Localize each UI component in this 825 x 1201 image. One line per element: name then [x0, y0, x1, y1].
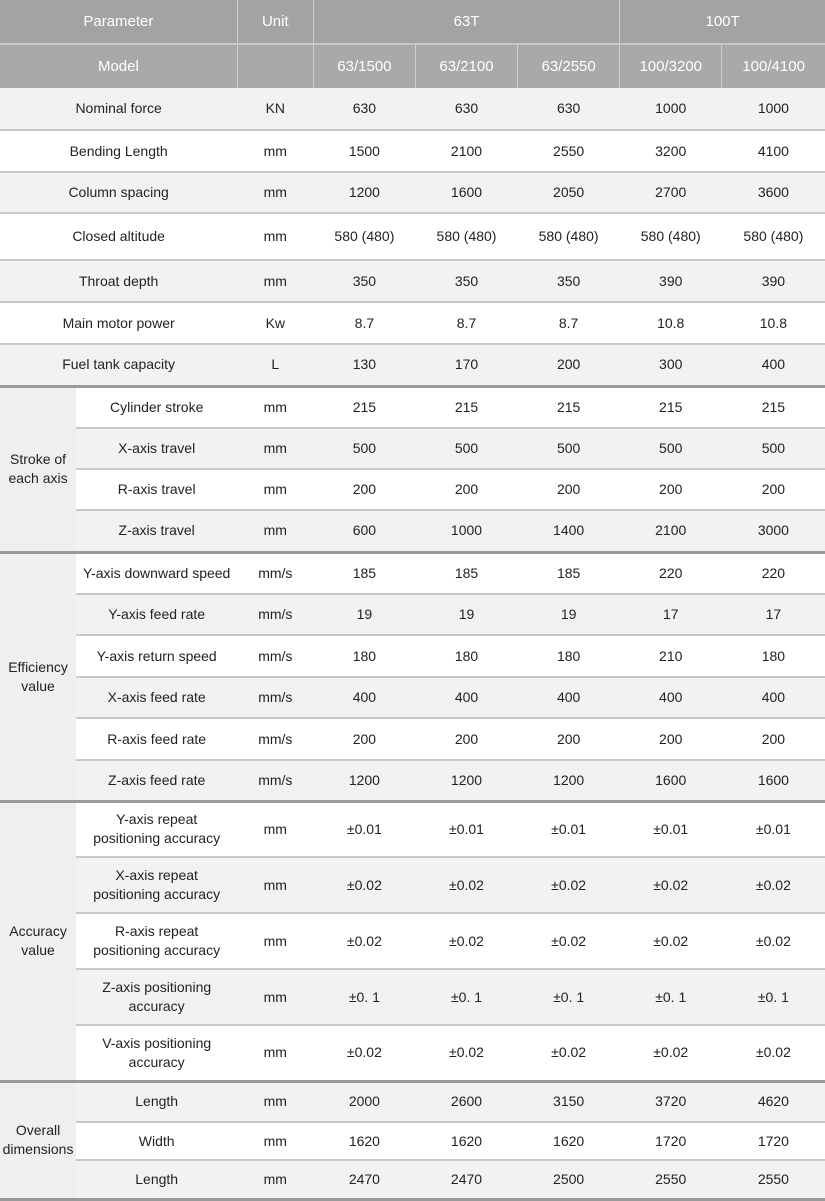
- value-cell: ±0.02: [722, 913, 825, 969]
- value-cell: 180: [722, 635, 825, 677]
- unit-cell: mm/s: [237, 552, 313, 594]
- unit-cell: mm/s: [237, 635, 313, 677]
- value-cell: 2500: [518, 1160, 620, 1199]
- row-label: Closed altitude: [0, 213, 237, 260]
- value-cell: 630: [518, 88, 620, 130]
- value-cell: ±0.02: [518, 1025, 620, 1081]
- value-cell: 220: [620, 552, 722, 594]
- table-row: [0, 1122, 825, 1160]
- value-cell: 185: [518, 552, 620, 594]
- value-cell: 500: [518, 428, 620, 469]
- value-cell: 400: [722, 677, 825, 718]
- value-cell: ±0.01: [722, 801, 825, 857]
- unit-cell: mm: [237, 428, 313, 469]
- value-cell: 185: [313, 552, 415, 594]
- value-cell: 1600: [620, 760, 722, 801]
- value-cell: ±0.02: [722, 1025, 825, 1081]
- table-row: [0, 386, 825, 428]
- value-cell: 19: [313, 594, 415, 635]
- value-cell: ±0.02: [620, 913, 722, 969]
- value-cell: 215: [518, 386, 620, 428]
- row-label: [76, 969, 237, 1025]
- row-label: Z-axis travel: [76, 510, 237, 552]
- table-row: [0, 88, 825, 130]
- table-row: [0, 635, 825, 677]
- value-cell: 215: [620, 386, 722, 428]
- group-label-line: Efficiency: [8, 658, 68, 675]
- unit-cell: L: [237, 344, 313, 386]
- value-cell: 4100: [722, 130, 825, 172]
- value-cell: 1000: [415, 510, 517, 552]
- value-cell: ±0.02: [313, 913, 415, 969]
- unit-cell: mm/s: [237, 718, 313, 760]
- value-cell: 200: [313, 718, 415, 760]
- value-cell: 1600: [722, 760, 825, 801]
- value-cell: 2700: [620, 172, 722, 213]
- value-cell: ±0. 1: [620, 969, 722, 1025]
- unit-cell: mm: [237, 469, 313, 510]
- value-cell: 2550: [722, 1160, 825, 1199]
- header-unit: Unit: [237, 0, 313, 44]
- group-label: [0, 1081, 76, 1199]
- value-cell: 3720: [620, 1081, 722, 1122]
- value-cell: 500: [313, 428, 415, 469]
- value-cell: 630: [415, 88, 517, 130]
- group-label-line: each axis: [8, 470, 68, 486]
- value-cell: ±0.02: [620, 857, 722, 913]
- value-cell: 2550: [620, 1160, 722, 1199]
- header-model-label: Model: [0, 44, 237, 88]
- value-cell: ±0.01: [313, 801, 415, 857]
- header-row-groups: [0, 0, 825, 44]
- value-cell: 400: [415, 677, 517, 718]
- row-label: Column spacing: [0, 172, 237, 213]
- row-label: [76, 1025, 237, 1081]
- value-cell: 8.7: [415, 302, 517, 344]
- value-cell: 215: [415, 386, 517, 428]
- value-cell: ±0.01: [415, 801, 517, 857]
- value-cell: ±0.02: [518, 857, 620, 913]
- group-label-line: Accuracy: [9, 923, 67, 939]
- unit-cell: mm: [237, 386, 313, 428]
- value-cell: 1620: [313, 1122, 415, 1160]
- header-model: 100/3200: [620, 44, 722, 88]
- value-cell: 2550: [518, 130, 620, 172]
- value-cell: 215: [722, 386, 825, 428]
- value-cell: 210: [620, 635, 722, 677]
- row-label: Z-axis feed rate: [76, 760, 237, 801]
- value-cell: 3000: [722, 510, 825, 552]
- group-label: [0, 552, 76, 801]
- table-row: [0, 552, 825, 594]
- unit-cell: mm: [237, 969, 313, 1025]
- value-cell: 2000: [313, 1081, 415, 1122]
- value-cell: 1200: [415, 760, 517, 801]
- unit-cell: mm: [237, 857, 313, 913]
- value-cell: ±0.02: [415, 1025, 517, 1081]
- row-label: Fuel tank capacity: [0, 344, 237, 386]
- value-cell: ±0. 1: [722, 969, 825, 1025]
- row-label-line: Z-axis positioning: [102, 979, 212, 995]
- row-label: [76, 857, 237, 913]
- row-label: Length: [76, 1160, 237, 1199]
- value-cell: 1600: [415, 172, 517, 213]
- unit-cell: mm: [237, 130, 313, 172]
- row-label-line: positioning accuracy: [93, 830, 221, 847]
- value-cell: ±0.01: [620, 801, 722, 857]
- value-cell: 19: [415, 594, 517, 635]
- value-cell: 2470: [415, 1160, 517, 1199]
- value-cell: 580 (480): [313, 213, 415, 260]
- value-cell: 580 (480): [518, 213, 620, 260]
- value-cell: 10.8: [620, 302, 722, 344]
- value-cell: 500: [415, 428, 517, 469]
- row-label: Y-axis return speed: [76, 635, 237, 677]
- header-parameter: Parameter: [0, 0, 237, 44]
- table-row: [0, 510, 825, 552]
- table-row: [0, 344, 825, 386]
- value-cell: 400: [722, 344, 825, 386]
- unit-cell: mm/s: [237, 594, 313, 635]
- value-cell: 1500: [313, 130, 415, 172]
- row-label: R-axis travel: [76, 469, 237, 510]
- table-row: [0, 213, 825, 260]
- unit-cell: mm: [237, 1122, 313, 1160]
- value-cell: 215: [313, 386, 415, 428]
- unit-cell: KN: [237, 88, 313, 130]
- value-cell: 350: [518, 260, 620, 302]
- unit-cell: mm: [237, 1025, 313, 1081]
- value-cell: 220: [722, 552, 825, 594]
- group-label-line: value: [21, 942, 55, 958]
- row-label: Throat depth: [0, 260, 237, 302]
- unit-cell: mm/s: [237, 677, 313, 718]
- header-group-63t: 63T: [313, 0, 619, 44]
- value-cell: 17: [620, 594, 722, 635]
- value-cell: 3150: [518, 1081, 620, 1122]
- row-label: R-axis feed rate: [76, 718, 237, 760]
- table-row: [0, 1160, 825, 1199]
- header-unit-blank: [237, 44, 313, 88]
- unit-cell: mm: [237, 1160, 313, 1199]
- value-cell: 350: [313, 260, 415, 302]
- value-cell: ±0.02: [313, 1025, 415, 1081]
- value-cell: 200: [518, 344, 620, 386]
- value-cell: 200: [415, 469, 517, 510]
- value-cell: 2470: [313, 1160, 415, 1199]
- row-label-line: accuracy: [128, 998, 185, 1014]
- row-label: Cylinder stroke: [76, 386, 237, 428]
- value-cell: 3600: [722, 172, 825, 213]
- row-label: Y-axis feed rate: [76, 594, 237, 635]
- value-cell: 200: [313, 469, 415, 510]
- value-cell: 580 (480): [415, 213, 517, 260]
- table-row: [0, 260, 825, 302]
- row-label-line: positioning accuracy: [93, 942, 221, 958]
- row-label-line: X-axis repeat: [115, 867, 198, 883]
- unit-cell: mm: [237, 510, 313, 552]
- value-cell: 19: [518, 594, 620, 635]
- row-label: Nominal force: [0, 88, 237, 130]
- table-row: [0, 130, 825, 172]
- value-cell: 500: [620, 428, 722, 469]
- value-cell: 300: [620, 344, 722, 386]
- value-cell: 10.8: [722, 302, 825, 344]
- table-row: [0, 760, 825, 801]
- row-label-line: accuracy: [128, 1053, 185, 1070]
- row-label: [76, 801, 237, 857]
- value-cell: ±0.02: [415, 857, 517, 913]
- unit-cell: mm: [237, 913, 313, 969]
- value-cell: 200: [722, 718, 825, 760]
- value-cell: 1000: [722, 88, 825, 130]
- group-label-line: dimensions: [2, 1141, 74, 1157]
- table-row: [0, 302, 825, 344]
- value-cell: 350: [415, 260, 517, 302]
- value-cell: 170: [415, 344, 517, 386]
- value-cell: 180: [518, 635, 620, 677]
- table-row: [0, 969, 825, 1025]
- value-cell: ±0.02: [313, 857, 415, 913]
- value-cell: 580 (480): [722, 213, 825, 260]
- row-label-line: Y-axis repeat: [116, 811, 198, 828]
- value-cell: 130: [313, 344, 415, 386]
- value-cell: 390: [722, 260, 825, 302]
- value-cell: 1400: [518, 510, 620, 552]
- row-label: X-axis feed rate: [76, 677, 237, 718]
- group-label: [0, 801, 76, 1081]
- row-label-line: positioning accuracy: [93, 886, 221, 902]
- row-label: Y-axis downward speed: [76, 552, 237, 594]
- value-cell: 1720: [620, 1122, 722, 1160]
- value-cell: 500: [722, 428, 825, 469]
- value-cell: 180: [415, 635, 517, 677]
- value-cell: 200: [415, 718, 517, 760]
- value-cell: 390: [620, 260, 722, 302]
- table-row: [0, 801, 825, 857]
- value-cell: 630: [313, 88, 415, 130]
- value-cell: 200: [620, 718, 722, 760]
- group-label-line: value: [21, 677, 55, 694]
- unit-cell: mm: [237, 213, 313, 260]
- value-cell: 4620: [722, 1081, 825, 1122]
- table-row: [0, 172, 825, 213]
- header-model: 63/2100: [415, 44, 517, 88]
- value-cell: 8.7: [518, 302, 620, 344]
- value-cell: 1200: [313, 760, 415, 801]
- value-cell: 185: [415, 552, 517, 594]
- unit-cell: mm: [237, 801, 313, 857]
- group-label-line: Overall: [15, 1122, 61, 1138]
- row-label: Main motor power: [0, 302, 237, 344]
- header-group-100t: 100T: [620, 0, 825, 44]
- value-cell: 200: [722, 469, 825, 510]
- value-cell: 1620: [518, 1122, 620, 1160]
- header-row-models: [0, 44, 825, 88]
- group-label: [0, 386, 76, 552]
- value-cell: 400: [518, 677, 620, 718]
- value-cell: ±0.02: [415, 913, 517, 969]
- table-row: [0, 913, 825, 969]
- table-row: [0, 469, 825, 510]
- value-cell: 2100: [620, 510, 722, 552]
- value-cell: 1000: [620, 88, 722, 130]
- value-cell: 600: [313, 510, 415, 552]
- header-model: 63/1500: [313, 44, 415, 88]
- row-label: [76, 913, 237, 969]
- header-model: 100/4100: [722, 44, 825, 88]
- value-cell: ±0.02: [722, 857, 825, 913]
- unit-cell: mm: [237, 1081, 313, 1122]
- table-row: [0, 718, 825, 760]
- table-row: [0, 428, 825, 469]
- value-cell: 400: [313, 677, 415, 718]
- value-cell: 1620: [415, 1122, 517, 1160]
- value-cell: ±0.02: [620, 1025, 722, 1081]
- row-label: X-axis travel: [76, 428, 237, 469]
- table-row: [0, 677, 825, 718]
- value-cell: 17: [722, 594, 825, 635]
- value-cell: ±0. 1: [313, 969, 415, 1025]
- unit-cell: mm/s: [237, 760, 313, 801]
- unit-cell: mm: [237, 172, 313, 213]
- value-cell: 400: [620, 677, 722, 718]
- group-label-line: Stroke of: [10, 451, 67, 467]
- table-row: [0, 1081, 825, 1122]
- unit-cell: Kw: [237, 302, 313, 344]
- value-cell: 1200: [518, 760, 620, 801]
- value-cell: ±0.01: [518, 801, 620, 857]
- unit-cell: mm: [237, 260, 313, 302]
- value-cell: ±0.02: [518, 913, 620, 969]
- row-label: Bending Length: [0, 130, 237, 172]
- value-cell: 3200: [620, 130, 722, 172]
- value-cell: 200: [620, 469, 722, 510]
- value-cell: 2100: [415, 130, 517, 172]
- value-cell: 200: [518, 718, 620, 760]
- value-cell: 1720: [722, 1122, 825, 1160]
- value-cell: 8.7: [313, 302, 415, 344]
- value-cell: ±0. 1: [518, 969, 620, 1025]
- value-cell: 1200: [313, 172, 415, 213]
- value-cell: 2050: [518, 172, 620, 213]
- row-label-line: V-axis positioning: [102, 1034, 212, 1051]
- table-row: [0, 857, 825, 913]
- table-row: [0, 594, 825, 635]
- table-row: [0, 1025, 825, 1081]
- value-cell: ±0. 1: [415, 969, 517, 1025]
- row-label: Width: [76, 1122, 237, 1160]
- value-cell: 2600: [415, 1081, 517, 1122]
- header-model: 63/2550: [518, 44, 620, 88]
- value-cell: 580 (480): [620, 213, 722, 260]
- row-label-line: R-axis repeat: [115, 923, 199, 939]
- row-label: Length: [76, 1081, 237, 1122]
- value-cell: 180: [313, 635, 415, 677]
- value-cell: 200: [518, 469, 620, 510]
